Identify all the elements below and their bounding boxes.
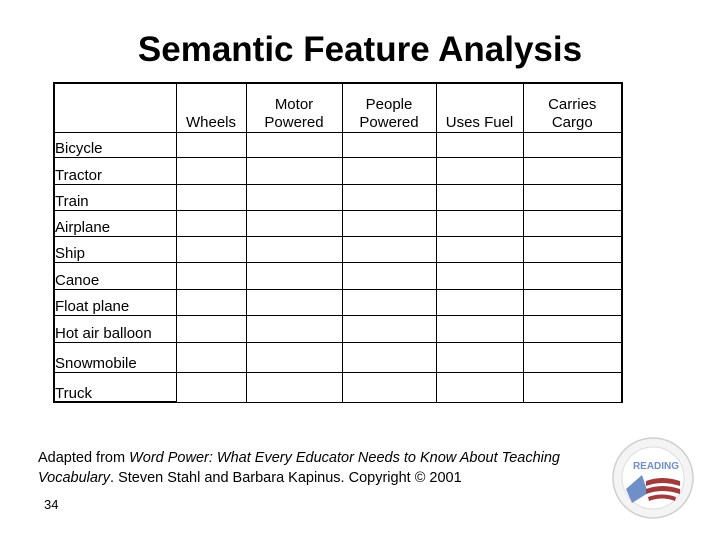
feature-cell[interactable] (176, 210, 246, 236)
feature-cell[interactable] (436, 342, 523, 372)
feature-cell[interactable] (246, 157, 342, 184)
item-label: Canoe (55, 262, 176, 289)
feature-header (176, 84, 246, 132)
feature-cell[interactable] (246, 236, 342, 262)
feature-cell[interactable] (342, 289, 436, 315)
slide-title: Semantic Feature Analysis (137, 30, 583, 69)
feature-cell[interactable] (342, 210, 436, 236)
item-label: Ship (55, 236, 176, 262)
feature-cell[interactable] (523, 132, 621, 157)
feature-header (436, 84, 523, 132)
feature-header-label: Wheels (185, 113, 237, 131)
feature-cell[interactable] (342, 132, 436, 157)
feature-cell[interactable] (246, 262, 342, 289)
feature-cell[interactable] (342, 157, 436, 184)
item-label: Hot air balloon (55, 315, 176, 342)
item-label: Airplane (55, 210, 176, 236)
feature-cell[interactable] (436, 184, 523, 210)
feature-cell[interactable] (436, 289, 523, 315)
feature-cell[interactable] (523, 262, 621, 289)
item-label: Truck (55, 372, 176, 402)
feature-cell[interactable] (246, 210, 342, 236)
feature-cell[interactable] (436, 210, 523, 236)
item-row (55, 342, 621, 372)
caption-work-title: Word Power: What Every Educator Needs to Know About Teaching Vocabulary (38, 450, 560, 486)
feature-cell[interactable] (523, 342, 621, 372)
feature-cell[interactable] (246, 289, 342, 315)
feature-cell[interactable] (176, 236, 246, 262)
feature-cell[interactable] (436, 315, 523, 342)
item-label: Tractor (55, 157, 176, 184)
item-label: Train (55, 184, 176, 210)
feature-header (342, 84, 436, 132)
item-row (55, 262, 621, 289)
feature-cell[interactable] (523, 184, 621, 210)
feature-cell[interactable] (436, 236, 523, 262)
feature-cell[interactable] (342, 315, 436, 342)
feature-cell[interactable] (176, 157, 246, 184)
feature-header-label: People Powered (359, 95, 419, 131)
item-row (55, 132, 621, 157)
feature-grid (53, 82, 623, 403)
item-row (55, 210, 621, 236)
feature-cell[interactable] (176, 342, 246, 372)
item-label: Snowmobile (55, 342, 176, 372)
feature-cell[interactable] (523, 289, 621, 315)
page-number: 34 (44, 497, 59, 512)
feature-cell[interactable] (342, 184, 436, 210)
feature-cell[interactable] (523, 210, 621, 236)
feature-cell[interactable] (246, 315, 342, 342)
feature-cell[interactable] (523, 372, 621, 402)
feature-cell[interactable] (436, 157, 523, 184)
item-row (55, 289, 621, 315)
feature-cell[interactable] (523, 157, 621, 184)
feature-cell[interactable] (176, 372, 246, 402)
feature-cell[interactable] (342, 342, 436, 372)
item-row (55, 236, 621, 262)
feature-header (246, 84, 342, 132)
feature-cell[interactable] (523, 315, 621, 342)
item-row (55, 372, 621, 402)
feature-cell[interactable] (436, 262, 523, 289)
feature-table (55, 84, 621, 402)
feature-cell[interactable] (342, 236, 436, 262)
feature-header-label: Motor Powered (264, 95, 324, 131)
item-label: Bicycle (55, 132, 176, 157)
feature-cell[interactable] (246, 372, 342, 402)
item-row (55, 184, 621, 210)
feature-cell[interactable] (342, 372, 436, 402)
feature-cell[interactable] (246, 132, 342, 157)
feature-cell[interactable] (342, 262, 436, 289)
feature-cell[interactable] (176, 315, 246, 342)
feature-cell[interactable] (523, 236, 621, 262)
header-row (55, 84, 621, 132)
feature-cell[interactable] (436, 372, 523, 402)
feature-cell[interactable] (176, 289, 246, 315)
grid-body (55, 132, 621, 402)
feature-cell[interactable] (436, 132, 523, 157)
caption-prefix: Adapted from (38, 450, 130, 466)
feature-header (523, 84, 621, 132)
feature-header-label: Uses Fuel (445, 113, 514, 131)
logo-wordmark: READING (632, 461, 680, 472)
source-caption (38, 448, 598, 488)
item-row (55, 157, 621, 184)
feature-cell[interactable] (246, 184, 342, 210)
feature-header-label: Carries Cargo (548, 95, 597, 131)
item-row (55, 315, 621, 342)
item-label: Float plane (55, 289, 176, 315)
corner-cell (55, 84, 176, 132)
feature-cell[interactable] (176, 132, 246, 157)
feature-cell[interactable] (246, 342, 342, 372)
feature-cell[interactable] (176, 184, 246, 210)
reading-logo (612, 437, 694, 519)
feature-cell[interactable] (176, 262, 246, 289)
caption-suffix: . Steven Stahl and Barbara Kapinus. Copyright © 2001 (110, 470, 462, 486)
